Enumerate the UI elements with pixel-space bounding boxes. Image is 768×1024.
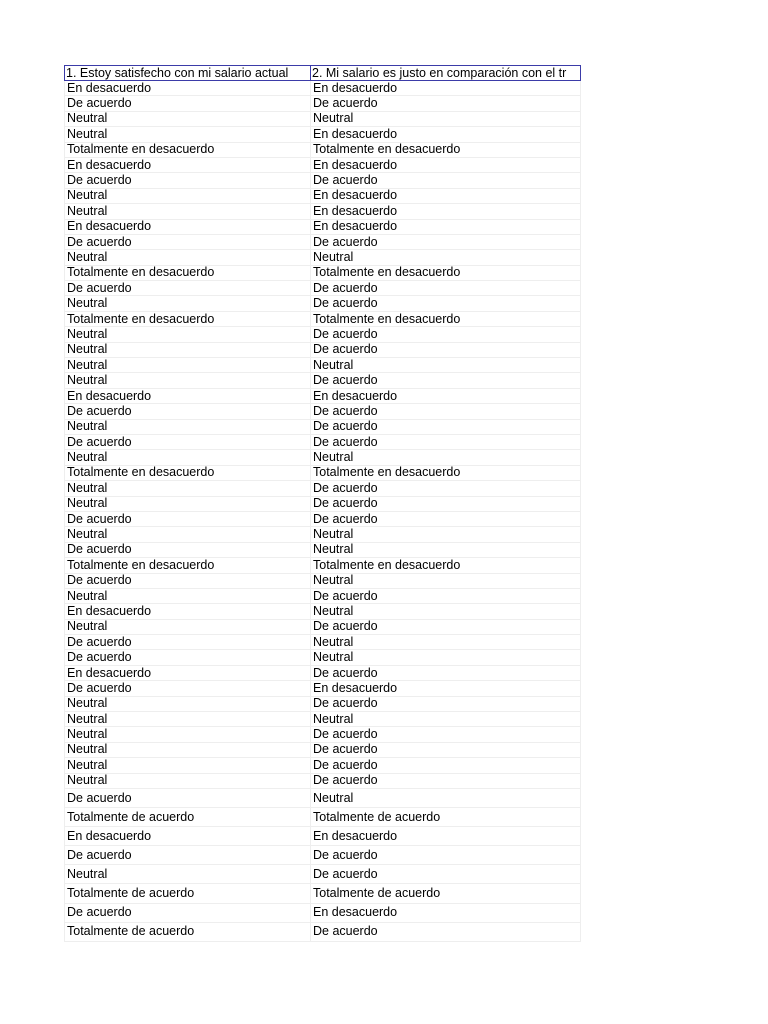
table-row (65, 281, 581, 296)
cell-q1-response[interactable]: Totalmente de acuerdo (65, 808, 311, 827)
cell-q1-response[interactable]: En desacuerdo (65, 665, 311, 680)
table-row (65, 665, 581, 680)
cell-q2-response[interactable]: En desacuerdo (311, 219, 581, 234)
cell-q2-response[interactable]: Neutral (311, 650, 581, 665)
cell-q1-response[interactable]: Neutral (65, 250, 311, 265)
cell-q1-response[interactable]: Totalmente en desacuerdo (65, 265, 311, 280)
cell-q2-response[interactable]: En desacuerdo (311, 827, 581, 846)
table-row (65, 827, 581, 846)
cell-q2-response[interactable]: En desacuerdo (311, 388, 581, 403)
table-row (65, 758, 581, 773)
table-row (65, 373, 581, 388)
table-row (65, 712, 581, 727)
table-row (65, 450, 581, 465)
table-row (65, 558, 581, 573)
cell-q2-response[interactable]: Neutral (311, 635, 581, 650)
cell-q2-response[interactable]: De acuerdo (311, 696, 581, 711)
cell-q1-response[interactable]: De acuerdo (65, 542, 311, 557)
cell-q1-response[interactable]: Neutral (65, 712, 311, 727)
table-row (65, 142, 581, 157)
table-row (65, 604, 581, 619)
cell-q1-response[interactable]: Neutral (65, 742, 311, 757)
table-row (65, 681, 581, 696)
cell-q1-response[interactable]: En desacuerdo (65, 388, 311, 403)
table-row (65, 327, 581, 342)
cell-q2-response[interactable]: De acuerdo (311, 865, 581, 884)
cell-q1-response[interactable]: Neutral (65, 188, 311, 203)
cell-q1-response[interactable]: Neutral (65, 727, 311, 742)
table-row (65, 234, 581, 249)
cell-q1-response[interactable]: Totalmente de acuerdo (65, 922, 311, 941)
cell-q2-response[interactable]: Neutral (311, 250, 581, 265)
cell-q1-response[interactable]: Neutral (65, 758, 311, 773)
cell-q1-response[interactable]: Neutral (65, 327, 311, 342)
table-header (65, 66, 581, 81)
cell-q2-response[interactable]: En desacuerdo (311, 903, 581, 922)
cell-q2-response[interactable]: En desacuerdo (311, 204, 581, 219)
cell-q1-response[interactable]: Totalmente en desacuerdo (65, 558, 311, 573)
spreadsheet-sheet (64, 65, 580, 942)
cell-q2-response[interactable]: Neutral (311, 111, 581, 126)
cell-q2-response[interactable]: De acuerdo (311, 481, 581, 496)
cell-q2-response[interactable]: De acuerdo (311, 434, 581, 449)
cell-q1-response[interactable]: De acuerdo (65, 404, 311, 419)
cell-q2-response[interactable]: De acuerdo (311, 758, 581, 773)
cell-q1-response[interactable]: Neutral (65, 204, 311, 219)
cell-q1-response[interactable]: De acuerdo (65, 281, 311, 296)
table-row (65, 635, 581, 650)
cell-q1-response[interactable]: Neutral (65, 619, 311, 634)
cell-q2-response[interactable]: De acuerdo (311, 922, 581, 941)
table-body (65, 81, 581, 942)
cell-q1-response[interactable]: Neutral (65, 419, 311, 434)
cell-q2-response[interactable]: De acuerdo (311, 281, 581, 296)
table-row (65, 542, 581, 557)
cell-q2-response[interactable]: Neutral (311, 527, 581, 542)
cell-q2-response[interactable]: De acuerdo (311, 619, 581, 634)
table-row (65, 265, 581, 280)
column-header-q1[interactable]: 1. Estoy satisfecho con mi salario actual (65, 66, 311, 81)
cell-q2-response[interactable]: Neutral (311, 358, 581, 373)
table-row (65, 481, 581, 496)
cell-q2-response[interactable]: De acuerdo (311, 419, 581, 434)
cell-q1-response[interactable]: De acuerdo (65, 96, 311, 111)
cell-q2-response[interactable]: De acuerdo (311, 373, 581, 388)
cell-q1-response[interactable]: De acuerdo (65, 434, 311, 449)
cell-q2-response[interactable]: Totalmente de acuerdo (311, 884, 581, 903)
cell-q1-response[interactable]: De acuerdo (65, 846, 311, 865)
table-row (65, 496, 581, 511)
table-row (65, 884, 581, 903)
cell-q2-response[interactable]: De acuerdo (311, 96, 581, 111)
cell-q1-response[interactable]: De acuerdo (65, 173, 311, 188)
cell-q1-response[interactable]: Neutral (65, 773, 311, 788)
cell-q1-response[interactable]: En desacuerdo (65, 827, 311, 846)
cell-q1-response[interactable]: Neutral (65, 296, 311, 311)
cell-q2-response[interactable]: En desacuerdo (311, 188, 581, 203)
table-row (65, 727, 581, 742)
cell-q2-response[interactable]: Totalmente en desacuerdo (311, 311, 581, 326)
survey-table (64, 65, 581, 942)
table-row (65, 527, 581, 542)
table-row (65, 358, 581, 373)
cell-q1-response[interactable]: Totalmente en desacuerdo (65, 142, 311, 157)
table-row (65, 650, 581, 665)
table-row (65, 296, 581, 311)
cell-q2-response[interactable]: En desacuerdo (311, 681, 581, 696)
cell-q1-response[interactable]: Totalmente de acuerdo (65, 884, 311, 903)
cell-q2-response[interactable]: Totalmente en desacuerdo (311, 142, 581, 157)
cell-q1-response[interactable]: Neutral (65, 696, 311, 711)
table-row (65, 619, 581, 634)
cell-q1-response[interactable]: De acuerdo (65, 573, 311, 588)
cell-q1-response[interactable]: Totalmente en desacuerdo (65, 311, 311, 326)
cell-q1-response[interactable]: Totalmente en desacuerdo (65, 465, 311, 480)
cell-q1-response[interactable]: Neutral (65, 865, 311, 884)
cell-q1-response[interactable]: Neutral (65, 358, 311, 373)
cell-q2-response[interactable]: De acuerdo (311, 296, 581, 311)
table-row (65, 773, 581, 788)
table-row (65, 204, 581, 219)
table-row (65, 788, 581, 807)
cell-q1-response[interactable]: Neutral (65, 527, 311, 542)
cell-q1-response[interactable]: En desacuerdo (65, 604, 311, 619)
cell-q2-response[interactable]: De acuerdo (311, 588, 581, 603)
cell-q2-response[interactable]: De acuerdo (311, 665, 581, 680)
table-row (65, 419, 581, 434)
cell-q1-response[interactable]: Neutral (65, 496, 311, 511)
cell-q2-response[interactable]: Totalmente en desacuerdo (311, 465, 581, 480)
table-row (65, 111, 581, 126)
table-row (65, 903, 581, 922)
cell-q2-response[interactable]: De acuerdo (311, 342, 581, 357)
table-row (65, 588, 581, 603)
table-row (65, 922, 581, 941)
table-row (65, 81, 581, 96)
table-row (65, 311, 581, 326)
table-row (65, 846, 581, 865)
cell-q2-response[interactable]: De acuerdo (311, 727, 581, 742)
cell-q2-response[interactable]: Totalmente en desacuerdo (311, 265, 581, 280)
table-row (65, 573, 581, 588)
cell-q2-response[interactable]: De acuerdo (311, 404, 581, 419)
cell-q1-response[interactable]: Neutral (65, 450, 311, 465)
cell-q2-response[interactable]: De acuerdo (311, 234, 581, 249)
cell-q2-response[interactable]: Totalmente de acuerdo (311, 808, 581, 827)
column-header-q2[interactable]: 2. Mi salario es justo en comparación con el tr (311, 66, 581, 81)
table-row (65, 219, 581, 234)
cell-q1-response[interactable]: De acuerdo (65, 511, 311, 526)
cell-q1-response[interactable]: De acuerdo (65, 234, 311, 249)
table-row (65, 388, 581, 403)
table-row (65, 742, 581, 757)
cell-q2-response[interactable]: De acuerdo (311, 173, 581, 188)
cell-q1-response[interactable]: En desacuerdo (65, 219, 311, 234)
cell-q2-response[interactable]: Neutral (311, 712, 581, 727)
table-row (65, 96, 581, 111)
table-row (65, 127, 581, 142)
table-row (65, 434, 581, 449)
cell-q2-response[interactable]: En desacuerdo (311, 157, 581, 172)
cell-q1-response[interactable]: De acuerdo (65, 788, 311, 807)
cell-q2-response[interactable]: De acuerdo (311, 496, 581, 511)
cell-q1-response[interactable]: En desacuerdo (65, 81, 311, 96)
cell-q2-response[interactable]: Neutral (311, 604, 581, 619)
cell-q2-response[interactable]: De acuerdo (311, 846, 581, 865)
cell-q1-response[interactable]: En desacuerdo (65, 157, 311, 172)
cell-q2-response[interactable]: De acuerdo (311, 327, 581, 342)
table-row (65, 696, 581, 711)
header-row (65, 66, 581, 81)
cell-q1-response[interactable]: De acuerdo (65, 650, 311, 665)
cell-q2-response[interactable]: Neutral (311, 573, 581, 588)
table-row (65, 865, 581, 884)
table-row (65, 808, 581, 827)
cell-q1-response[interactable]: Neutral (65, 342, 311, 357)
table-row (65, 188, 581, 203)
cell-q1-response[interactable]: De acuerdo (65, 635, 311, 650)
cell-q2-response[interactable]: En desacuerdo (311, 127, 581, 142)
table-row (65, 342, 581, 357)
cell-q1-response[interactable]: Neutral (65, 111, 311, 126)
cell-q2-response[interactable]: De acuerdo (311, 511, 581, 526)
cell-q1-response[interactable]: Neutral (65, 481, 311, 496)
table-row (65, 250, 581, 265)
table-row (65, 511, 581, 526)
cell-q1-response[interactable]: Neutral (65, 588, 311, 603)
table-row (65, 465, 581, 480)
cell-q1-response[interactable]: Neutral (65, 373, 311, 388)
cell-q1-response[interactable]: De acuerdo (65, 903, 311, 922)
table-row (65, 404, 581, 419)
cell-q2-response[interactable]: Neutral (311, 542, 581, 557)
cell-q2-response[interactable]: De acuerdo (311, 742, 581, 757)
cell-q2-response[interactable]: Totalmente en desacuerdo (311, 558, 581, 573)
table-row (65, 173, 581, 188)
cell-q1-response[interactable]: De acuerdo (65, 681, 311, 696)
table-row (65, 157, 581, 172)
cell-q2-response[interactable]: Neutral (311, 450, 581, 465)
cell-q1-response[interactable]: Neutral (65, 127, 311, 142)
cell-q2-response[interactable]: En desacuerdo (311, 81, 581, 96)
cell-q2-response[interactable]: Neutral (311, 788, 581, 807)
cell-q2-response[interactable]: De acuerdo (311, 773, 581, 788)
